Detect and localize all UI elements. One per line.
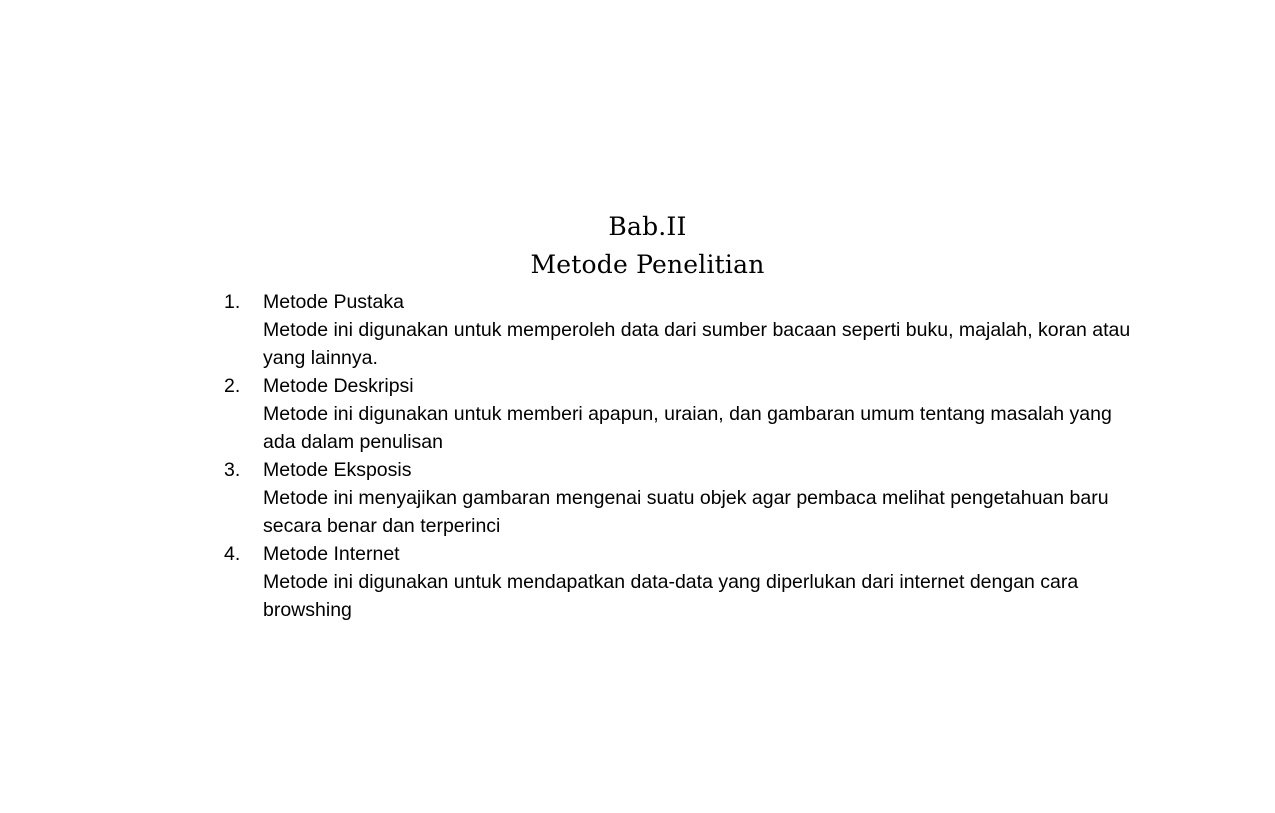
list-number: 1. — [224, 291, 241, 313]
method-item-internet — [224, 540, 1144, 624]
method-item-eksposis — [224, 456, 1144, 540]
method-description: Metode ini digunakan untuk memberi apapun, uraian, dan gambaran umum tentang masalah yang ada dalam penulisan — [263, 403, 1112, 453]
list-number: 3. — [224, 459, 241, 481]
method-description: Metode ini digunakan untuk mendapatkan data-data yang diperlukan dari internet dengan cara browshing — [263, 571, 1079, 621]
chapter-label: Bab.II — [608, 212, 687, 241]
method-item-pustaka — [224, 288, 1144, 372]
method-item-deskripsi — [224, 372, 1144, 456]
chapter-title: Metode Penelitian — [530, 250, 765, 279]
method-name: Metode Deskripsi — [263, 375, 414, 397]
list-number: 4. — [224, 543, 241, 565]
method-list — [224, 288, 1144, 624]
list-number: 2. — [224, 375, 241, 397]
heading-block — [0, 208, 1275, 284]
method-description: Metode ini menyajikan gambaran mengenai suatu objek agar pembaca melihat pengetahuan baru secara benar dan terperinci — [263, 487, 1109, 537]
method-name: Metode Eksposis — [263, 459, 412, 481]
method-description: Metode ini digunakan untuk memperoleh data dari sumber bacaan seperti buku, majalah, koran atau yang lainnya. — [263, 319, 1131, 369]
method-name: Metode Internet — [263, 543, 400, 565]
method-name: Metode Pustaka — [263, 291, 404, 313]
